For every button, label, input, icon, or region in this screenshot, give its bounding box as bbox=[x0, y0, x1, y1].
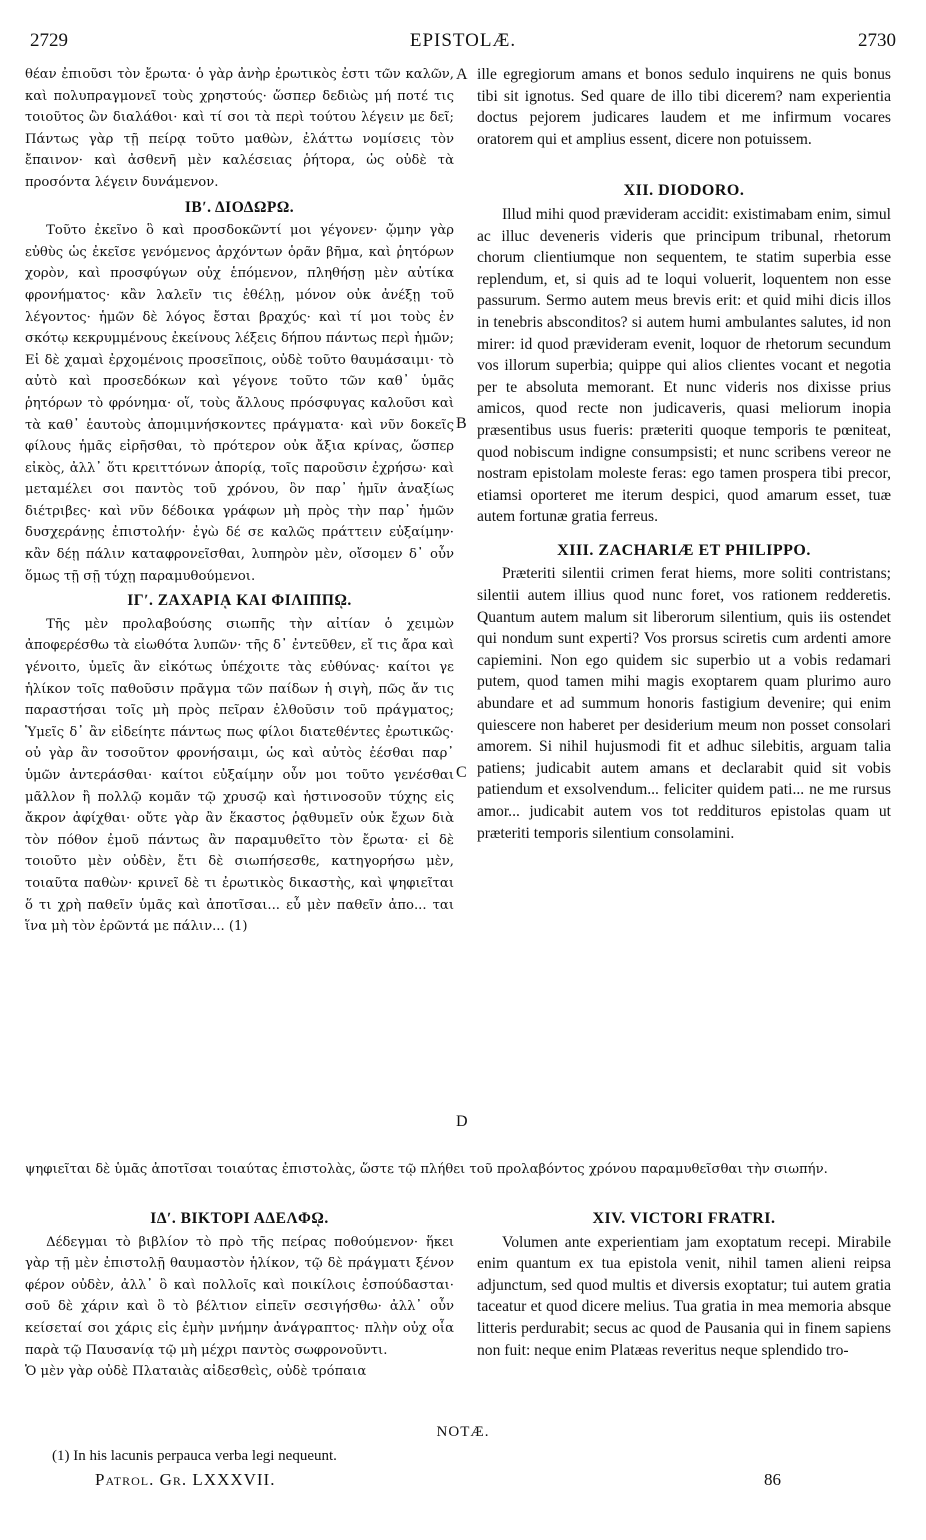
footnote: (1) In his lacunis perpauca verba legi nequeunt. bbox=[52, 1448, 337, 1464]
latin-paragraph-13: Præteriti silentii crimen ferat hiems, more soliti contristans; silentii autem illius quod nunc foret, vos rationem redderetis. Quantum autem malum sit liberorum silentium, quis iis ostendet qui nondum sunt experti? Vos prorsus sciretis cum ardenti amore capiemini. Non ego quidem sic superbio ut a vobis redamari putem, quod tamen mihi magis exoptarem quam plurimo auro abundare et ad summum honoris fastigium devenire; qui enim quiescere non haberet per desiderium meum non posset consolari amorem. Si nihil hujusmodi fit et adhuc silebitis, arguam talia patiens; judicabit autem amans et declarabit quid sit vobis patiendum et exsolvendum... feliciter quidem pati... ne me rursus amor... judicabit autem vos tot reddituros epistolas quam ut præteriti temporis silentium consolamini. bbox=[477, 565, 891, 842]
latin-column-lower bbox=[477, 1205, 891, 1361]
greek-paragraph-13: Τῆς μὲν προλαβούσης σιωπῆς τὴν αἰτίαν ὁ χειμὼν ἀποφερέσθω τὰ εἰωθότα λυπῶν· τῆς δ᾽ ἐντεῦθεν, εἴ τις ἄρα καὶ γένοιτο, ὑμεῖς ἂν εἰκότως ὑπέχοιτε τὰς εὐθύνας· καίτοι γε ἡλίκον τοῖς παθοῦσιν πρᾶγμα τῶν παίδων ἡ σιγὴ, πῶς ἄν τις παραστήσαι τοῖς μὴ πρὸς πεῖραν ἐλθοῦσιν τοῦ πράγματος; Ὑμεῖς δ᾽ ἂν εἰδείητε πάντως πως φίλοι διατεθέντες ἐρωτικῶς· οὐ γὰρ ἂν τοσοῦτον φρονήσαιμι, ὡς καὶ αὐτὸς ἐέσθαι παρ᾽ ὑμῶν ἀντεράσθαι· καίτοι εὐξαίμην οὖν μοι τοῦτο γενέσθαι μᾶλλον ἢ πολλῷ κομᾶν τῷ χρυσῷ καὶ ἡστινοσοῦν τύχης εἰς ἄκρον ἀφίχθαι· οὔτε γὰρ ἂν ἕκαστος ῥᾳθυμεῖν οὐκ ἔχων διὰ τὸν πόθον ἐμοῦ πάντως ἂν παραμυθεῖτο τὸν ἔρωτα· εἰ δὲ τοιοῦτο μὲν οὐδὲν, ἔτι δὲ σιωπήσεσθε, κατηγορήσω μὲν, τοιαῦτα παθὼν· κρινεῖ δὲ τι ἐρωτικὸς δικαστὴς, καὶ ψηφιεῖται ὅ τι χρὴ παθεῖν ὑμᾶς καὶ ἀποτῖσαι... εὖ μὲν παθεῖν ἀπο... ται ἵνα μὴ τὸν ἐρῶντά με πάλιν... (1) bbox=[25, 616, 454, 935]
latin-heading-14: XIV. VICTORI FRATRI. bbox=[592, 1210, 776, 1227]
latin-paragraph-12: Illud mihi quod prævideram accidit: existimabam enim, simul ac illuc deveneris videris que principum tribunal, rhetorum chorum clientiumque non sequentem, te statim superbia esse replendum, et, si quis ad te loqui voluerit, loquentem non esse passurum. Sermo autem meus brevis erit: et quid mihi dicis illos in tenebris absconditos? si autem humi ambulantes salutes, id non mirer: id quod prævideram evenit, loquor de rhetorum secundum vos illorum superbia; quippe qui alios clientes vocant et negotia per te absoluta memorant. Et nunc videris nos dixisse prius amicos, quod recte non judicaveris, quasi meliorum inopia præsentibus usus fueris: præteriti quoque temporis te pœniteat, quod nobiscum indigne consumpsisti; et nunc scribens vereor ne nostram epistolam moleste feras: ego tamen prospera tibi precor, etiamsi oporteret me iterum despici, quod amarum esset, tuæ autem fortunæ gratia ferreus. bbox=[477, 205, 891, 526]
marker-d: D bbox=[456, 1113, 468, 1130]
page-number-left: 2729 bbox=[30, 30, 68, 51]
footer-signature: 86 bbox=[764, 1470, 781, 1489]
greek-heading-14: ΙΔʹ. ΒΙΚΤΟΡΙ ΑΔΕΛΦῼ. bbox=[150, 1210, 329, 1227]
footer-volume: Patrol. Gr. LXXXVII. bbox=[95, 1470, 276, 1489]
greek-heading-13: ΙΓʹ. ΖΑΧΑΡΙᾼ ΚΑΙ ΦΙΛΙΠΠῼ. bbox=[127, 592, 352, 610]
latin-heading-13: XIII. ZACHARIÆ ET PHILIPPO. bbox=[557, 541, 811, 559]
latin-column bbox=[477, 64, 891, 844]
notes-title: NOTÆ. bbox=[436, 1424, 490, 1440]
notes-section bbox=[0, 1424, 926, 1464]
latin-paragraph-14: Volumen ante experientiam jam exoptatum recepi. Mirabile enim quantum ex tua epistola venit, nihil tamen alieni reipsa adjunctum, sed quod multis et diversis exoptatur; tui autem gratia taceatur et quod dicere melius. Tua gratia in mea memoria absque litteris perdurabit; secus ac quod de Pausania qui in finem sapiens non fuit: neque enim Platæas reveritus neque splendido tro- bbox=[477, 1233, 891, 1359]
latin-intro-paragraph: ille egregiorum amans et bonos sedulo inquirens ne quis bonus tibi sit ignotus. Sed quare de illo tibi dicerem? nam experientia doctus pejorem judicares laudem et me infirmum vocares oratorem qui et amplius essent, dicere non potuissem. bbox=[477, 66, 891, 148]
greek-paragraph-14b: Ὁ μὲν γὰρ οὐδὲ Πλαταιὰς αἰδεσθεὶς, οὐδὲ τρόπαια bbox=[25, 1364, 367, 1380]
marker-a: A bbox=[456, 66, 468, 83]
greek-column bbox=[25, 64, 454, 938]
greek-paragraph-12: Τοῦτο ἐκεῖνο ὃ καὶ προσδοκῶντί μοι γέγονεν· ᾤμην γὰρ εὐθὺς ὡς ἐκεῖσε γενόμενος ἀρχόντων ὁρᾶν βῆμα, καὶ ῥητόρων χορὸν, καὶ προσφύγων οὐχ ἑπόμενον, πληθήσῃ μὲν αὐτίκα φρονήματος· κἂν λαλεῖν τις ἐθέλῃ, μόνον οὐκ ἀνέξῃ τοῦ λέγοντος· ἡμῶν δὲ λόγος ἔσται βραχύς· καὶ τί μοι τοὺς ἐν σκότῳ κεκρυμμένους ἐκείνους λέξεις δήπου πάντως περὶ ἡμῶν; Εἰ δὲ χαμαὶ ἐρχομένοις προσεῖποις, οὐδὲ τοῦτο θαυμάσαιμι· τὸ αὐτὸ καὶ προσεδόκων καὶ γέγονε τοῦτο τῶν καθ᾽ ὑμᾶς ῥητόρων τὸ φρόνημα· οἵ, τοὺς ἄλλους πρόσφυγας καλοῦσι καὶ τὰ καθ᾽ ἑαυτοὺς ἀπομιμνήσκοντες πράγματα· καὶ νῦν δοκεῖς φίλους ἡμᾶς εἰρῆσθαι, τὸ πρότερον οὐκ ἄξια κρίνας, ὥσπερ εἰκὸς, ἀλλ᾽ ὅτι κρειττόνων ἀπορίᾳ, τοῖς παροῦσιν ἐχρήσω· καὶ μεταμέλει σοι παντὸς τοῦ χρόνου, ὃν παρ᾽ ἡμῖν ἀναξίως διέτριβες· καὶ νῦν δέδοικα γράφων μὴ πρὸς τὴν παρ᾽ ἡμῶν δυσχεράνῃς ἐπιστολήν· ἐγὼ δέ σε καλῶς πράττειν εὐξαίμην· κἂν δέῃ πάλιν καταφρονεῖσθαι, λυπηρὸν μὲν, οἴσομεν δ᾽ οὖν ὅμως τῇ σῇ τύχῃ παραμυθούμενοι. bbox=[25, 223, 454, 584]
running-title: EPISTOLÆ. bbox=[409, 30, 517, 51]
greek-intro-paragraph: θέαν ἐπιοῦσι τὸν ἔρωτα· ὁ γὰρ ἀνὴρ ἐρωτικὸς ἐστι τῶν καλῶν, καὶ πολυπραγμονεῖ τοὺς χρηστούς· ὥσπερ δεδιὼς μή ποτέ τις τοιοῦτος ὢν διαλάθοι· καὶ τί σοι τὰ περὶ τούτου λέγειν με δεῖ; Πάντως γὰρ τῇ πείρᾳ τοῦτο μαθὼν, ἐλάττω νομίσεις τὸν ἔπαινον· καὶ ἀσθενῆ μὲν καλέσειας ῥήτορα, ὡς οὐδὲ τὰ προσόντα λέγειν δυνάμενον. bbox=[25, 67, 454, 190]
greek-full-width-line: ψηφιεῖται δὲ ὑμᾶς ἀποτῖσαι τοιαύτας ἐπιστολὰς, ὥστε τῷ πλήθει τοῦ προλαβόντος χρόνου παραμυθεῖσθαι τὴν σιωπήν. bbox=[25, 1162, 828, 1177]
page-number-right: 2730 bbox=[858, 30, 896, 51]
greek-paragraph-14: Δέδεγμαι τὸ βιβλίον τὸ πρὸ τῆς πείρας ποθούμενον· ἥκει γὰρ τῇ μὲν ἐπιστολῇ θαυμαστὸν ἡλίκον, τῷ δὲ πράγματι ξένον φέρον οὐδὲν, ἀλλ᾽ ὃ καὶ πολλοῖς καὶ ποικίλοις ἐσπούδασται· σοῦ δὲ χάριν καὶ ὃ τὸ βέλτιον εἰπεῖν σεσιγήσθω· ἀλλ᾽ οὖν κείσεταί σοι χάρις εἰς ἐμὴν μνήμην ἀνάγραπτος· πλὴν οὐχ οἷα παρὰ τῷ Παυσανίᾳ τῷ μὴ μέχρι παντὸς σωφρονοῦντι. bbox=[25, 1234, 454, 1358]
page-header bbox=[30, 30, 896, 56]
greek-column-lower bbox=[25, 1205, 454, 1383]
greek-heading-12: ΙΒʹ. ΔΙΟΔΩΡΩ. bbox=[184, 198, 295, 216]
marker-b: B bbox=[456, 415, 467, 432]
marker-c: C bbox=[456, 764, 467, 781]
latin-heading-12: XII. DIODORO. bbox=[623, 182, 745, 200]
